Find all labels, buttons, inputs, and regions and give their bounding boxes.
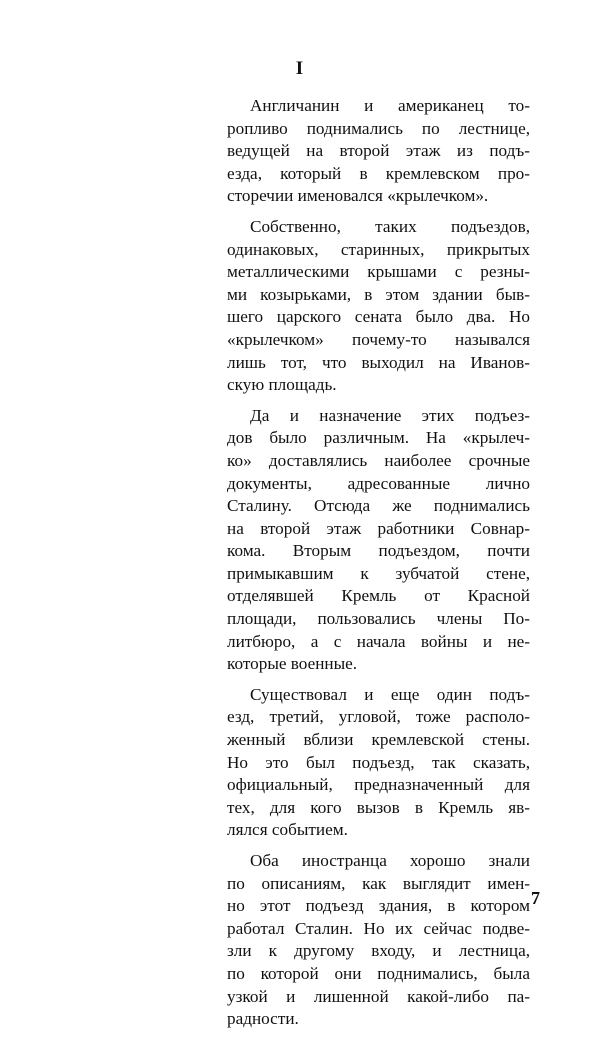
text-line: официальный, предназначенный для (227, 775, 530, 795)
text-line: зли к другому входу, и лестница, (227, 941, 530, 961)
paragraph (227, 684, 530, 842)
text-line: кома. Вторым подъездом, почти (227, 541, 530, 561)
text-line: сторечии именовался «крылечком». (227, 186, 489, 206)
text-line: площади, пользовались члены По- (227, 609, 530, 629)
paragraph (227, 405, 530, 676)
text-line: Существовал и еще один подъ- (250, 684, 530, 704)
text-line: ко» доставлялись наиболее срочные (227, 450, 530, 470)
text-line: на второй этаж работники Совнар- (227, 518, 530, 538)
text-line: Англичанин и американец то- (250, 96, 530, 115)
text-line: езд, третий, угловой, тоже располо- (227, 707, 530, 727)
text-line: ропливо поднимались по лестнице, (227, 118, 530, 138)
text-line: по которой они поднимались, была (227, 963, 530, 983)
body-text (227, 95, 530, 1039)
text-line: скую площадь. (227, 375, 337, 395)
page-number: 7 (531, 888, 540, 908)
text-line: ми козырьками, в этом здании быв- (227, 284, 530, 304)
text-line: лялся событием. (227, 820, 348, 840)
text-line: одинаковых, старинных, прикрытых (227, 239, 530, 259)
text-line: работал Сталин. Но их сейчас подве- (227, 918, 530, 938)
text-line: отделявшей Кремль от Красной (227, 586, 530, 606)
text-line: лишь тот, что выходил на Иванов- (227, 352, 530, 372)
text-line: радности. (227, 1009, 299, 1029)
text-line: тех, для кого вызов в Кремль яв- (227, 797, 530, 817)
text-line: Да и назначение этих подъез- (250, 405, 530, 425)
text-line: документы, адресованные лично (227, 473, 530, 493)
text-line: ведущей на второй этаж из подъ- (227, 141, 530, 161)
text-line: металлическими крышами с резны- (227, 262, 530, 282)
text-line: шего царского сената было два. Но (227, 307, 530, 327)
text-line: но этот подъезд здания, в котором (227, 896, 530, 916)
chapter-heading: I (295, 58, 305, 79)
text-line: женный вблизи кремлевской стены. (227, 730, 530, 750)
paragraph (227, 95, 530, 208)
text-line: Оба иностранца хорошо знали (250, 851, 530, 870)
text-line: «крылечком» почему-то назывался (227, 329, 530, 349)
text-line: дов было различным. На «крылеч- (227, 428, 530, 448)
text-line: литбюро, а с начала войны и не- (227, 631, 530, 651)
text-line: Но это был подъезд, так сказать, (227, 752, 530, 772)
text-line: Сталину. Отсюда же поднимались (227, 496, 530, 516)
text-line: по описаниям, как выглядит имен- (227, 873, 530, 893)
text-line: которые военные. (227, 654, 358, 674)
paragraph (227, 850, 530, 1031)
text-line: узкой и лишенной какой-либо па- (227, 986, 530, 1006)
text-line: примыкавшим к зубчатой стене, (227, 563, 530, 583)
text-line: Собственно, таких подъездов, (250, 216, 530, 236)
paragraph (227, 216, 530, 397)
text-line: езда, который в кремлевском про- (227, 163, 530, 183)
